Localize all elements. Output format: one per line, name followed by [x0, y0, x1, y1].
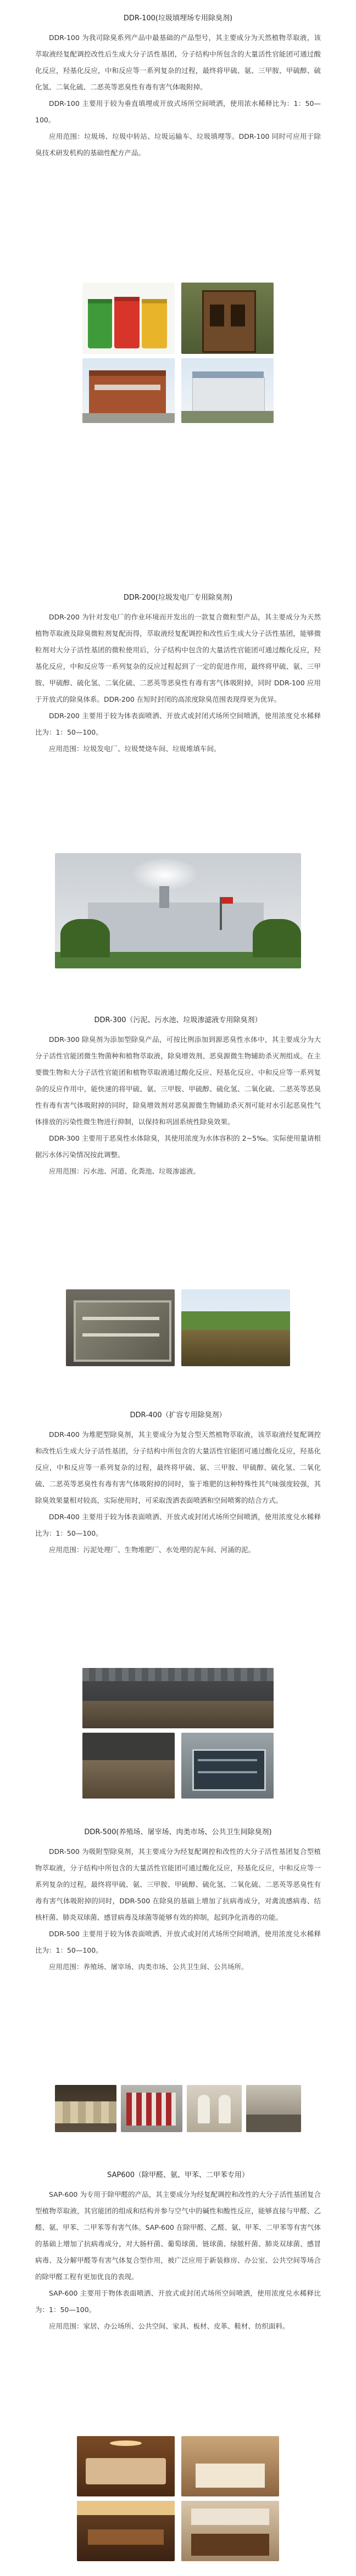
- section-paragraph: DDR-200 为针对发电厂的作业环境而开发出的一款复合微粒型产品，其主要成分为天然植物萃取液及除臭微粒剂复配而得，萃取液经复配调控和改性后生成大分子活性基团，能够微粒剂对大分子活性基团的微粒使用后，分子结构中包含的大量活性官能团可通过酸化反应，羟基化反应，中和反应等一系列复杂的反应过程起到了一定的促进作用，最终将甲硫、氨、三甲胺、甲硫醇、硫化氢、二氧化硫、二恶英等恶臭性有毒有害气体吸附掉，同时 DDR-100 应用于开放式的除臭体系。DDR-200 在短时封闭的高浓度除臭范围表现得更为优异。: [35, 613, 321, 703]
- station-building-photo: [82, 358, 175, 423]
- section-paragraph: SAP-600 为专用于除甲醛的产品，其主要成分为经复配调控和改性的大分子活性基团复合型植物萃取液，其官能团的组成和结构并参与空气中的碱性和酸性反应，能够直接与甲醛、乙醛、氨、甲苯、二甲苯等有害气体。SAP-600 在除甲醛、乙醛、氨、甲苯、二甲苯等有害气体的基础上增加了抗病毒成分，对大肠杆菌、葡萄球菌、链球菌、绿脓杆菌、肺炎双球菌、感冒病毒、及分解甲醛等有害气体复合型作用，被广泛应用于新装修房、办公室、公共空间等场合的除甲醛工程有更加优良的表现。: [35, 2190, 321, 2281]
- section-ddr200: [0, 593, 356, 757]
- section-title: DDR-100(垃圾填埋场专用除臭剂): [123, 14, 233, 22]
- sewage-tank-photo: [66, 1289, 175, 1366]
- pig-farm-photo: [55, 2085, 116, 2132]
- slaughterhouse-photo: [121, 2085, 182, 2132]
- section-title: DDR-400（扩容专用除臭剂）: [130, 1411, 226, 1419]
- river-photo: [181, 1289, 290, 1366]
- section-ddr500: [0, 1827, 356, 1975]
- section-title: SAP600（除甲醛、氨、甲苯、二甲苯专用）: [107, 2171, 249, 2179]
- section-paragraph: DDR-300 主要用于恶臭性水体除臭，其使用浓度为水体容积的 2~5‰。实际使用量请根据污水体污染情况按此调整。: [35, 1134, 321, 1159]
- section-paragraph: 应用范围：污泥处理厂、生物堆肥厂、水处理的泥车间、河涌的泥。: [49, 1546, 255, 1554]
- bedroom-photo: [181, 2436, 279, 2496]
- interior-photo: [77, 2436, 175, 2496]
- office-photo: [77, 2501, 175, 2561]
- section-paragraph: 应用范围：垃圾发电厂、垃圾焚烧车间、垃圾堆填车间。: [49, 745, 221, 753]
- section-paragraph: DDR-300 除臭剂为添加型除臭产品，可按比例添加到源恶臭性水体中，其主要成分为大分子活性官能团微生物菌种和植物萃取液，除臭增效剂、恶臭源微生物辅助杀灭剂组成。在主要微生物和大分子活性官能团和植物萃取液通过酸化反应、羟基化反应、中和反应等一系列复杂的反应作用中，能快速的将甲硫、氨、三甲胺、甲硫醇、硫化氢、二氧化硫、二恶英等恶臭性有毒有害气体吸附掉的同时，除臭增效剂对恶臭源微生物辅助杀灭剂可能对水引起恶臭性气体排放的污染性微生物进行抑制，以保持和巩固系统性除臭效果。: [35, 1035, 321, 1126]
- compost-shed-photo: [82, 1668, 274, 1728]
- section-title: DDR-500(养殖场、屠宰场、肉类市场、公共卫生间除臭剂): [84, 1828, 272, 1836]
- section-title: DDR-200(垃圾发电厂专用除臭剂): [123, 594, 233, 602]
- recycling-bins-photo: [82, 283, 175, 354]
- power-plant-photo: [55, 853, 301, 968]
- section-paragraph: DDR-100 主要用于较为垂直填埋或开放式场所空间喷洒，使用浓水稀释比为：1：50—100。: [35, 99, 321, 124]
- section-paragraph: 应用范围：养殖场、屠宰场、肉类市场、公共卫生间、公共场所。: [49, 1963, 248, 1971]
- restroom-photo: [187, 2085, 242, 2132]
- section-paragraph: DDR-400 为堆肥型除臭剂，其主要成分为复合型天然植物萃取液，该萃取液经复配调控和改性后生成大分子活性基团，分子结构中所包含的大量活性官能团可通过酸化反应，羟基化反应，中和反应等一系列复杂的过程，最终将甲硫、氨、三甲胺、甲硫醇、硫化氢、二氧化硫、二恶英等恶臭性有毒有害气体吸附掉的同时，鉴于堆肥的这种特殊性其气味强度较强，其除臭效果量相对较高，实际使用时，可采取泼洒表面喷洒和空间喷雾的结合方式。: [35, 1430, 321, 1504]
- transfer-station-photo: [181, 358, 274, 423]
- section-paragraph: DDR-400 主要用于较为体表面喷洒、开放式或封闭式场所空间喷洒，使用浓度兑水稀释比为：1：50—100。: [35, 1513, 321, 1537]
- public-space-photo: [246, 2085, 301, 2132]
- compost-row-photo: [82, 1733, 175, 1799]
- section-sap600: [0, 2170, 356, 2335]
- section-paragraph: DDR-200 主要用于较为体表面喷洒、开放式或封闭式场所空间喷洒，使用浓度兑水稀释比为：1：50—100。: [35, 712, 321, 736]
- section-title: DDR-300（污泥、污水池、垃圾渗滤液专用除臭剂）: [94, 1016, 262, 1024]
- wooden-bin-photo: [181, 283, 274, 354]
- section-paragraph: 应用范围：污水池、河道、化粪池、垃圾渗滤液。: [49, 1167, 201, 1175]
- section-ddr100: [0, 13, 356, 161]
- dewatering-machine-photo: [181, 1733, 274, 1799]
- section-paragraph: 应用范围：垃圾场、垃圾中转站、垃圾运输车、垃圾填埋等。DDR-100 同时可应用于除臭技术研发机构的基础性配方产品。: [35, 132, 321, 157]
- section-paragraph: DDR-500 为吸附型除臭剂，其主要成分为经复配调控和改性的大分子活性基团复合型植物萃取液，分子结构中所包含的大量活性官能团可通过酸化反应，羟基化反应，中和反应等一系列复杂的过程，最终将甲硫、氨、三甲胺、甲硫醇、硫化氢、二氧化硫、二恶英等恶臭性有毒有害气体吸附掉的同时，DDR-500 在除臭的基础上增加了抗病毒成分，对禽流感病毒、结核杆菌、肺炎双球菌、感冒病毒及球菌等能够有效的抑制，起到净化消毒的功能。: [35, 1847, 321, 1921]
- section-paragraph: 应用范围：家居、办公场所、公共空间、家具、板材、皮革、鞋材、纺织面料。: [49, 2322, 290, 2330]
- section-paragraph: DDR-500 主要用于较为体表面喷洒、开放式或封闭式场所空间喷洒，使用浓度兑水稀释比为：1：50—100。: [35, 1930, 321, 1954]
- section-paragraph: DDR-100 为我司除臭系列产品中最基础的产品型号，其主要成分为天然植物萃取液，该萃取液经复配调控改性后生成大分子活性基团，分子结构中所包含的大量活性官能团可通过酸化反应，羟基化反应，中和反应等一系列复杂的过程，最终将甲硫、氨、三甲胺、甲硫醇、硫化氢、二氧化硫、二恶英等恶臭性有毒有害气体吸附掉。: [35, 33, 321, 91]
- section-paragraph: SAP-600 主要用于物体表面喷洒、开放式或封闭式场所空间喷洒，使用浓度兑水稀释比为：1：50—100。: [35, 2289, 321, 2314]
- section-ddr300: [0, 1015, 356, 1180]
- kitchen-photo: [181, 2501, 279, 2561]
- section-ddr400: [0, 1410, 356, 1558]
